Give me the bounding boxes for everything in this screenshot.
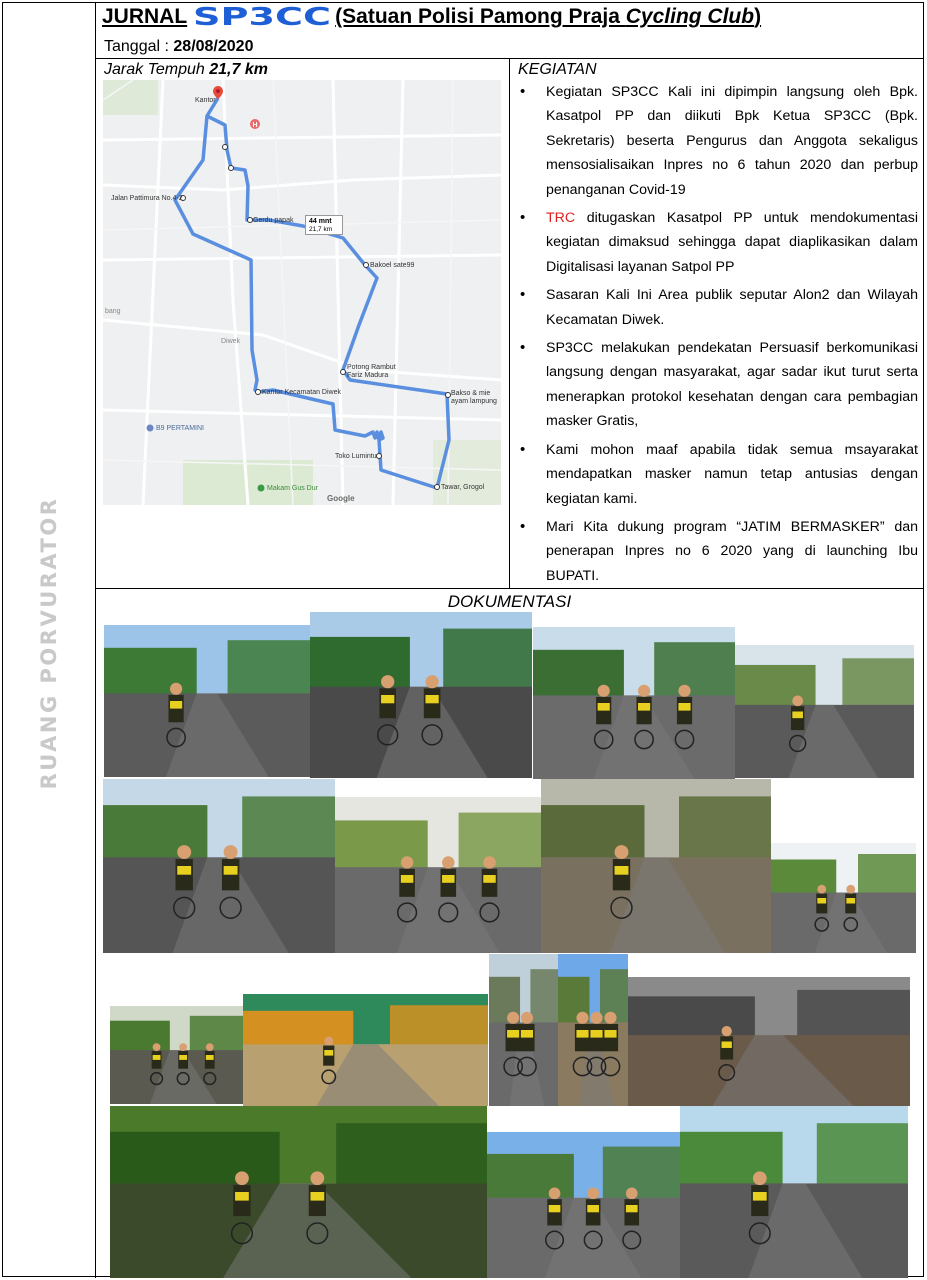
- list-item: • Sasaran Kali Ini Area publik seputar Alon2 dan Wilayah Kecamatan Diwek.: [514, 283, 918, 332]
- list-item: • Kami mohon maaf apabila tidak semua msayarakat mendapatkan masker namun tetap antusias dengan kegiatan kami.: [514, 438, 918, 511]
- map-label: bang: [105, 308, 121, 315]
- map-label: Fariz Madura: [347, 372, 389, 379]
- map-label: Potong Rambut: [347, 364, 396, 371]
- documentation-photo: [735, 645, 914, 778]
- map-label: Toko Lumintu: [335, 453, 377, 460]
- map-canvas: [103, 80, 501, 505]
- documentation-photo: [310, 612, 532, 778]
- svg-text:H: H: [252, 122, 258, 129]
- page-title: [102, 5, 761, 29]
- title-jurnal: JURNAL: [102, 5, 188, 28]
- route-time-badge: 44 mnt 21,7 km: [305, 215, 343, 235]
- list-item: • Mari Kita dukung program “JATIM BERMASKER” dan penerapan Inpres no 6 2020 yang di launching Ibu BUPATI.: [514, 515, 918, 588]
- divider: [509, 58, 510, 588]
- map-label: Tawar, Grogol: [441, 484, 485, 491]
- documentation-photo: [103, 779, 335, 953]
- svg-text:SP3CC: SP3CC: [193, 5, 332, 27]
- kegiatan-title: KEGIATAN: [518, 61, 597, 78]
- documentation-photo: [104, 625, 310, 777]
- map-label: B9 PERTAMINI: [156, 425, 204, 432]
- documentation-photo: [335, 797, 541, 953]
- dokumentasi-title: DOKUMENTASI: [447, 592, 572, 611]
- title-subtitle: (Satuan Polisi Pamong Praja Cycling Club): [335, 5, 762, 28]
- documentation-photo: [110, 1106, 487, 1278]
- documentation-photo: [243, 994, 488, 1106]
- documentation-photo: [489, 954, 558, 1106]
- documentation-photo: [487, 1132, 680, 1278]
- map-label: Jalan Pattimura No.4-2: [111, 195, 183, 202]
- google-logo: Google: [327, 494, 355, 503]
- map-label: Kantor Kecamatan Diwek: [262, 389, 341, 396]
- sidebar-strip: [3, 3, 96, 1278]
- sp3cc-logo: [193, 5, 331, 27]
- map-label: Kantor: [195, 97, 216, 104]
- route-map: [103, 80, 501, 505]
- documentation-photo: [533, 627, 735, 779]
- map-label: Gerdu papak: [253, 217, 294, 224]
- sidebar-watermark: RUANG PORVURATOR: [37, 496, 61, 790]
- documentation-photo: [110, 1006, 243, 1104]
- map-label: ayam lampung: [451, 398, 497, 405]
- map-label: Diwek: [221, 338, 241, 345]
- list-item: • TRC ditugaskan Kasatpol PP untuk mendokumentasi kegiatan dimaksud sehingga dapat diaplikasikan dalam Digitalisasi layanan Satpol PP: [514, 206, 918, 279]
- map-label: Makam Gus Dur: [267, 485, 318, 492]
- map-label: Bakoel sate99: [370, 262, 415, 269]
- distance-line: Jarak Tempuh 21,7 km: [104, 61, 268, 78]
- documentation-photo: [541, 779, 771, 953]
- documentation-photo: [628, 977, 910, 1106]
- list-item: • SP3CC melakukan pendekatan Persuasif berkomunikasi langsung dengan masyarakat, agar sadar ikut turut serta menerapkan protokol kesehatan dengan cara pembagian masker Gratis,: [514, 336, 918, 434]
- map-label: Bakso & mie: [451, 390, 491, 397]
- documentation-photo: [558, 954, 628, 1106]
- date-line: Tanggal : 28/08/2020: [104, 38, 254, 55]
- kegiatan-list: [514, 80, 918, 592]
- list-item: • Kegiatan SP3CC Kali ini dipimpin langsung oleh Bpk. Kasatpol PP dan diikuti Bpk Ketua SP3CC (Bpk. Sekretaris) beserta Pengurus dan Anggota sekaligus mensosialisaikan Inpres no 6 tahun 2020 dan perbup penanganan Covid-19: [514, 80, 918, 202]
- documentation-photo: [680, 1106, 908, 1278]
- documentation-photo: [771, 843, 916, 953]
